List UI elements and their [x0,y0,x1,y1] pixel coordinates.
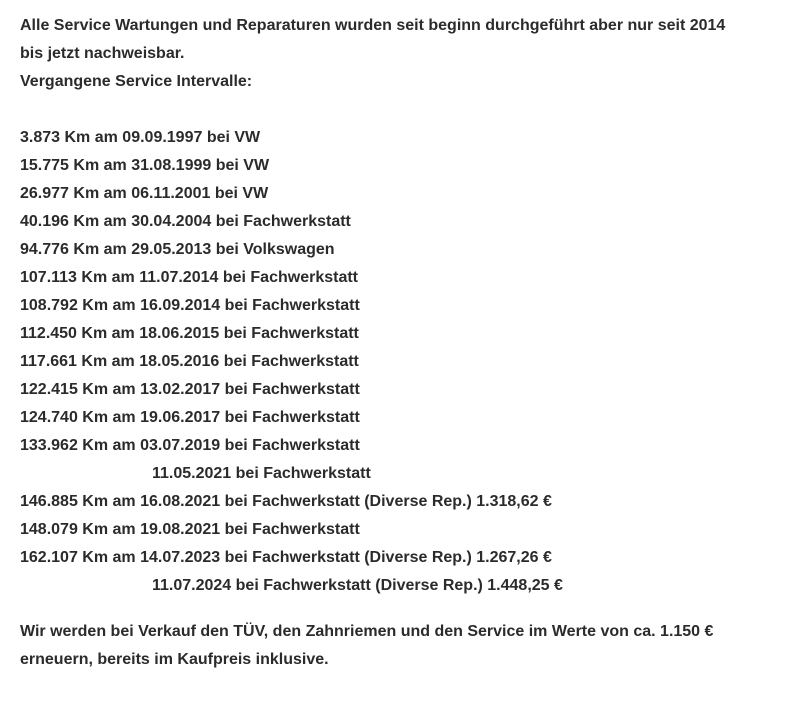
service-km: 148.079 Km am [20,521,136,538]
service-km: 94.776 Km am [20,241,127,258]
service-km: 122.415 Km am [20,381,136,398]
service-heading: Vergangene Service Intervalle: [20,73,253,90]
footer-note [20,618,780,674]
service-km: 26.977 Km am [20,185,127,202]
service-km: 107.113 Km am [20,269,135,286]
service-entry [20,544,780,572]
service-entry [20,348,780,376]
service-entry [20,292,780,320]
footer-line-2: erneuern, bereits im Kaufpreis inklusive. [20,651,329,668]
service-date-workshop: 14.07.2023 bei Fachwerkstatt (Diverse Rep.) 1.267,26 € [140,549,552,566]
service-list [20,124,780,600]
footer-line-1: Wir werden bei Verkauf den TÜV, den Zahnriemen und den Service im Werte von ca. 1.150 € [20,623,714,640]
service-km: 15.775 Km am [20,157,127,174]
service-entry [20,460,780,488]
service-km: 3.873 Km am [20,129,118,146]
service-date-workshop: 09.09.1997 bei VW [122,129,261,146]
service-km: 117.661 Km am [20,353,135,370]
service-entry [20,152,780,180]
service-km: 162.107 Km am [20,549,136,566]
service-km: 40.196 Km am [20,213,127,230]
service-km: 146.885 Km am [20,493,136,510]
service-date-workshop: 11.05.2021 bei Fachwerkstatt [152,465,371,482]
service-entry [20,264,780,292]
service-date-workshop: 06.11.2001 bei VW [131,185,269,202]
service-entry [20,516,780,544]
service-date-workshop: 19.06.2017 bei Fachwerkstatt [140,409,360,426]
service-km: 133.962 Km am [20,437,136,454]
service-date-workshop: 11.07.2024 bei Fachwerkstatt (Diverse Rep.) 1.448,25 € [152,577,563,594]
service-date-workshop: 18.06.2015 bei Fachwerkstatt [139,325,359,342]
service-km: 108.792 Km am [20,297,136,314]
intro-line-1: Alle Service Wartungen und Reparaturen wurden seit beginn durchgeführt aber nur seit 2014 [20,17,726,34]
service-date-workshop: 03.07.2019 bei Fachwerkstatt [140,437,360,454]
service-date-workshop: 16.09.2014 bei Fachwerkstatt [140,297,360,314]
service-km: 124.740 Km am [20,409,136,426]
service-date-workshop: 13.02.2017 bei Fachwerkstatt [140,381,360,398]
service-date-workshop: 30.04.2004 bei Fachwerkstatt [131,213,351,230]
service-date-workshop: 16.08.2021 bei Fachwerkstatt (Diverse Rep.) 1.318,62 € [140,493,552,510]
service-km: 112.450 Km am [20,325,135,342]
service-entry [20,376,780,404]
service-entry [20,236,780,264]
service-entry [20,124,780,152]
service-entry [20,432,780,460]
blank-line [20,96,780,124]
service-date-workshop: 18.05.2016 bei Fachwerkstatt [139,353,359,370]
service-entry [20,404,780,432]
service-date-workshop: 29.05.2013 bei Volkswagen [131,241,335,258]
service-date-workshop: 31.08.1999 bei VW [131,157,270,174]
intro-line-2: bis jetzt nachweisbar. [20,45,185,62]
service-entry [20,320,780,348]
service-date-workshop: 11.07.2014 bei Fachwerkstatt [139,269,358,286]
service-entry [20,488,780,516]
service-entry [20,572,780,600]
service-entry [20,180,780,208]
service-date-workshop: 19.08.2021 bei Fachwerkstatt [140,521,360,538]
service-entry [20,208,780,236]
